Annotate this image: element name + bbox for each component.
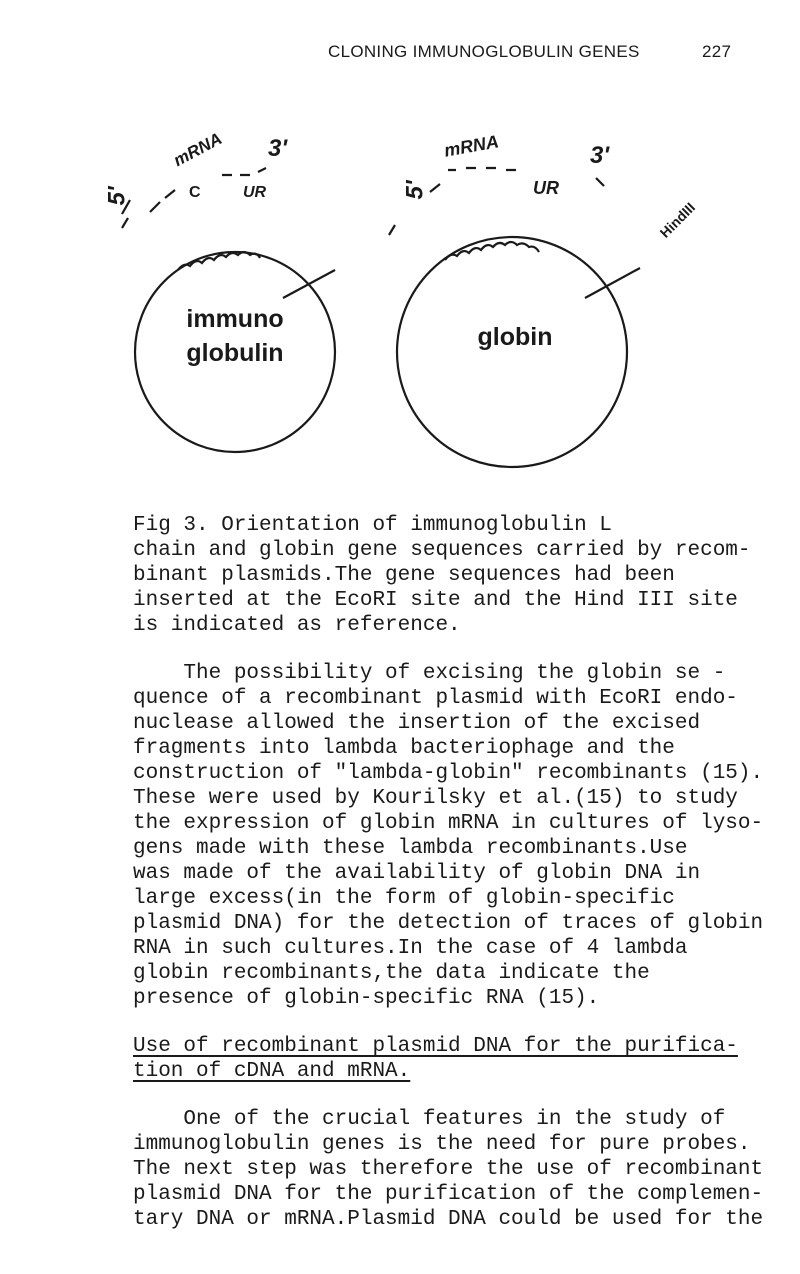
body-line: fragments into lambda bacteriophage and the <box>133 737 675 760</box>
body-line: These were used by Kourilsky et al.(15) to study <box>133 787 738 810</box>
running-title: CLONING IMMUNOGLOBULIN GENES <box>328 42 640 61</box>
caption-line: is indicated as reference. <box>133 614 461 637</box>
body-line: RNA in such cultures.In the case of 4 lambda <box>133 937 688 960</box>
figure-3 <box>0 120 800 500</box>
body-line: quence of a recombinant plasmid with EcoRI endo- <box>133 687 738 710</box>
body-line: The next step was therefore the use of recombinant <box>133 1158 764 1181</box>
body-line: One of the crucial features in the study of <box>133 1108 726 1131</box>
caption-line: chain and globin gene sequences carried by recom- <box>133 539 751 562</box>
figure-drawing <box>0 120 800 500</box>
left-plasmid-label-line2: globulin <box>186 339 284 367</box>
left-mrna-dashes <box>222 168 266 175</box>
left-five-prime: 5' <box>103 186 131 206</box>
running-header <box>0 42 800 72</box>
body-line: immunoglobulin genes is the need for pure probes. <box>133 1133 751 1156</box>
right-plasmid-label: globin <box>477 323 553 351</box>
left-c-label: C <box>189 184 201 201</box>
right-ur-label: UR <box>533 178 559 198</box>
left-hind-tick <box>283 270 335 298</box>
body-line: nuclease allowed the insertion of the excised <box>133 712 701 735</box>
body-line: gens made with these lambda recombinants.Use <box>133 837 688 860</box>
left-plasmid-label <box>140 302 330 370</box>
body-line: The possibility of excising the globin se - <box>133 662 726 685</box>
left-mrna-label: mRNA <box>170 128 226 171</box>
body-line: plasmid DNA for the purification of the complemen- <box>133 1183 764 1206</box>
caption-line: binant plasmids.The gene sequences had been <box>133 564 675 587</box>
right-five-prime: 5' <box>401 180 429 200</box>
section-heading-line2: tion of cDNA and mRNA. <box>133 1060 411 1083</box>
body-line: the expression of globin mRNA in cultures of lyso- <box>133 812 764 835</box>
page-number: 227 <box>702 42 732 61</box>
left-ur-label: UR <box>243 184 267 201</box>
caption-line: inserted at the EcoRI site and the Hind III site <box>133 589 738 612</box>
body-line: tary DNA or mRNA.Plasmid DNA could be used for the <box>133 1208 764 1231</box>
body-line: presence of globin-specific RNA (15). <box>133 987 600 1010</box>
right-mrna-label: mRNA <box>442 131 501 161</box>
body-line: large excess(in the form of globin-specific <box>133 887 675 910</box>
body-line: globin recombinants,the data indicate the <box>133 962 650 985</box>
body-line: plasmid DNA) for the detection of traces of globin <box>133 912 764 935</box>
right-three-dash <box>596 178 604 186</box>
right-hind-tick <box>585 268 640 298</box>
body-line: construction of "lambda-globin" recombinants (15). <box>133 762 764 785</box>
caption-line: Fig 3. Orientation of immunoglobulin L <box>133 514 612 537</box>
left-plasmid-label-line1: immuno <box>186 305 284 333</box>
section-heading-line1: Use of recombinant plasmid DNA for the purifica- <box>133 1035 738 1058</box>
body-line: was made of the availability of globin DNA in <box>133 862 701 885</box>
left-three-prime: 3' <box>268 135 288 162</box>
right-hind-label: HindIII <box>656 199 699 241</box>
right-mrna-dashes <box>448 168 516 170</box>
right-three-prime: 3' <box>590 142 610 169</box>
left-insert-squiggle <box>178 252 260 270</box>
left-strand-dashes <box>150 190 175 212</box>
